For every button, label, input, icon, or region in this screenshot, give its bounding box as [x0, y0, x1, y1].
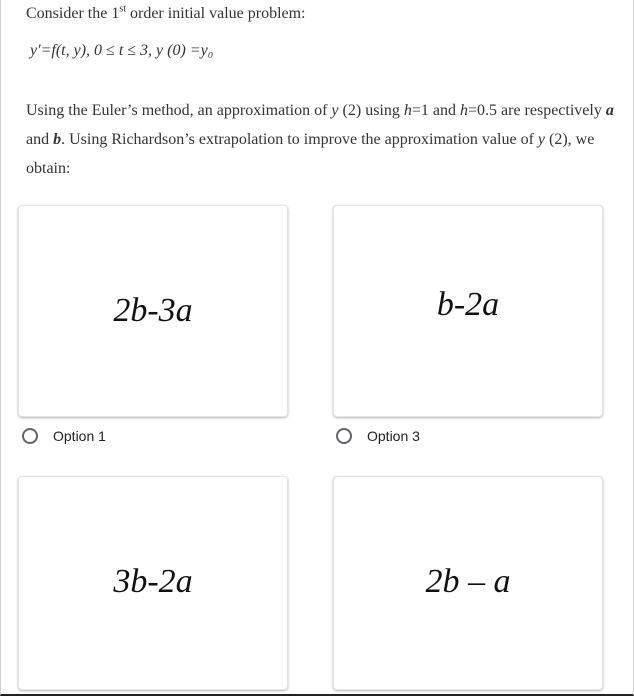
option-card-bottom-right-expression: 2b – a [425, 563, 511, 600]
option-3-radio[interactable] [336, 428, 352, 444]
option-card-bottom-right[interactable] [333, 476, 603, 690]
option-1-radio[interactable] [22, 428, 38, 444]
option-3-label: Option 3 [367, 428, 420, 444]
question-intro: Consider the 1st order initial value problem: [26, 3, 306, 22]
option-1-label: Option 1 [53, 428, 106, 444]
option-3-card[interactable] [333, 205, 603, 417]
option-1-expression: 2b-3a [113, 292, 193, 329]
option-1-choice[interactable] [22, 428, 106, 444]
option-card-bottom-left[interactable] [18, 476, 288, 690]
option-card-bottom-left-expression: 3b-2a [113, 563, 193, 600]
question-equation: y′=f(t, y), 0 ≤ t ≤ 3, y (0) =y₀ [30, 42, 214, 59]
option-1-card[interactable] [18, 205, 288, 417]
question-paragraph: Using the Euler’s method, an approximation of y (2) using h=1 and h=0.5 are respectively a and b. Using Richardson’s extrapolation to improve the approximation value of y (2), we obtain: [26, 102, 614, 177]
option-3-choice[interactable] [336, 428, 420, 444]
option-3-expression: b-2a [436, 286, 500, 323]
